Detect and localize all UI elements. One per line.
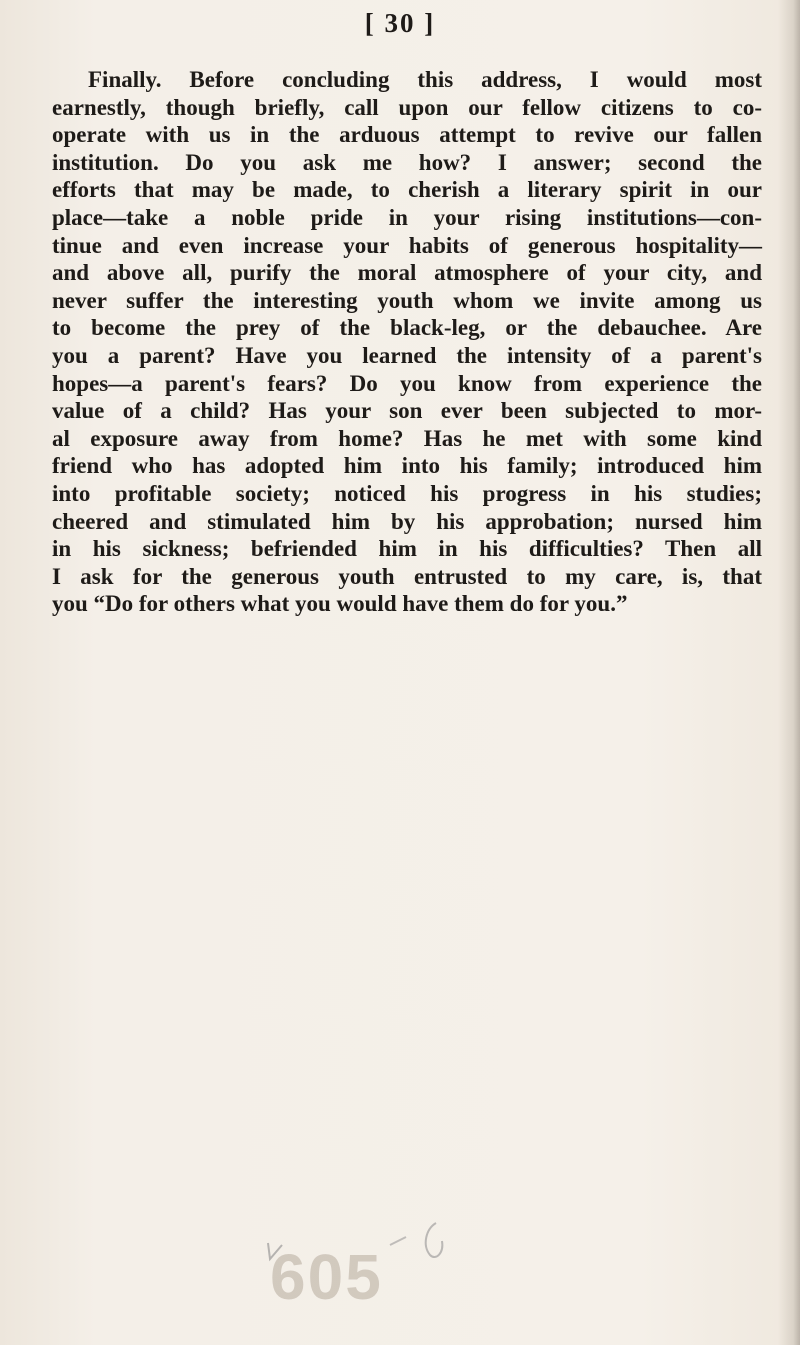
text-line: never suffer the interesting youth whom we invite among us	[52, 287, 762, 313]
text-line: in his sickness; befriended him in his difficulties? Then all	[52, 536, 762, 562]
text-line: to become the prey of the black-leg, or the debauchee. Are	[52, 315, 762, 341]
text-line: you a parent? Have you learned the intensity of a parent's	[52, 342, 762, 368]
faint-library-stamp: 605	[270, 1241, 383, 1313]
text-line: institution. Do you ask me how? I answer; second the	[52, 149, 762, 175]
text-line: cheered and stimulated him by his approbation; nursed him	[52, 508, 762, 534]
text-line: I ask for the generous youth entrusted to my care, is, that	[52, 563, 762, 589]
text-line: tinue and even increase your habits of generous hospitality—	[52, 232, 762, 258]
text-line: friend who has adopted him into his family; introduced him	[52, 453, 762, 479]
text-line: al exposure away from home? Has he met with some kind	[52, 425, 762, 451]
text-line: hopes—a parent's fears? Do you know from experience the	[52, 370, 762, 396]
page-edge-shadow	[778, 0, 800, 1345]
text-line: place—take a noble pride in your rising institutions—con-	[52, 204, 762, 230]
text-line: operate with us in the arduous attempt to revive our fallen	[52, 122, 762, 148]
text-line: and above all, purify the moral atmosphere of your city, and	[52, 260, 762, 286]
text-line: efforts that may be made, to cherish a literary spirit in our	[52, 177, 762, 203]
text-line: value of a child? Has your son ever been subjected to mor-	[52, 398, 762, 424]
text-line: Finally. Before concluding this address, I would most	[88, 67, 762, 92]
text-line: into profitable society; noticed his progress in his studies;	[52, 480, 762, 506]
text-line: you “Do for others what you would have them do for you.”	[52, 591, 628, 617]
body-text	[52, 66, 762, 618]
page-number: [ 30 ]	[364, 8, 436, 38]
text-line: earnestly, though briefly, call upon our fellow citizens to co-	[52, 94, 762, 120]
